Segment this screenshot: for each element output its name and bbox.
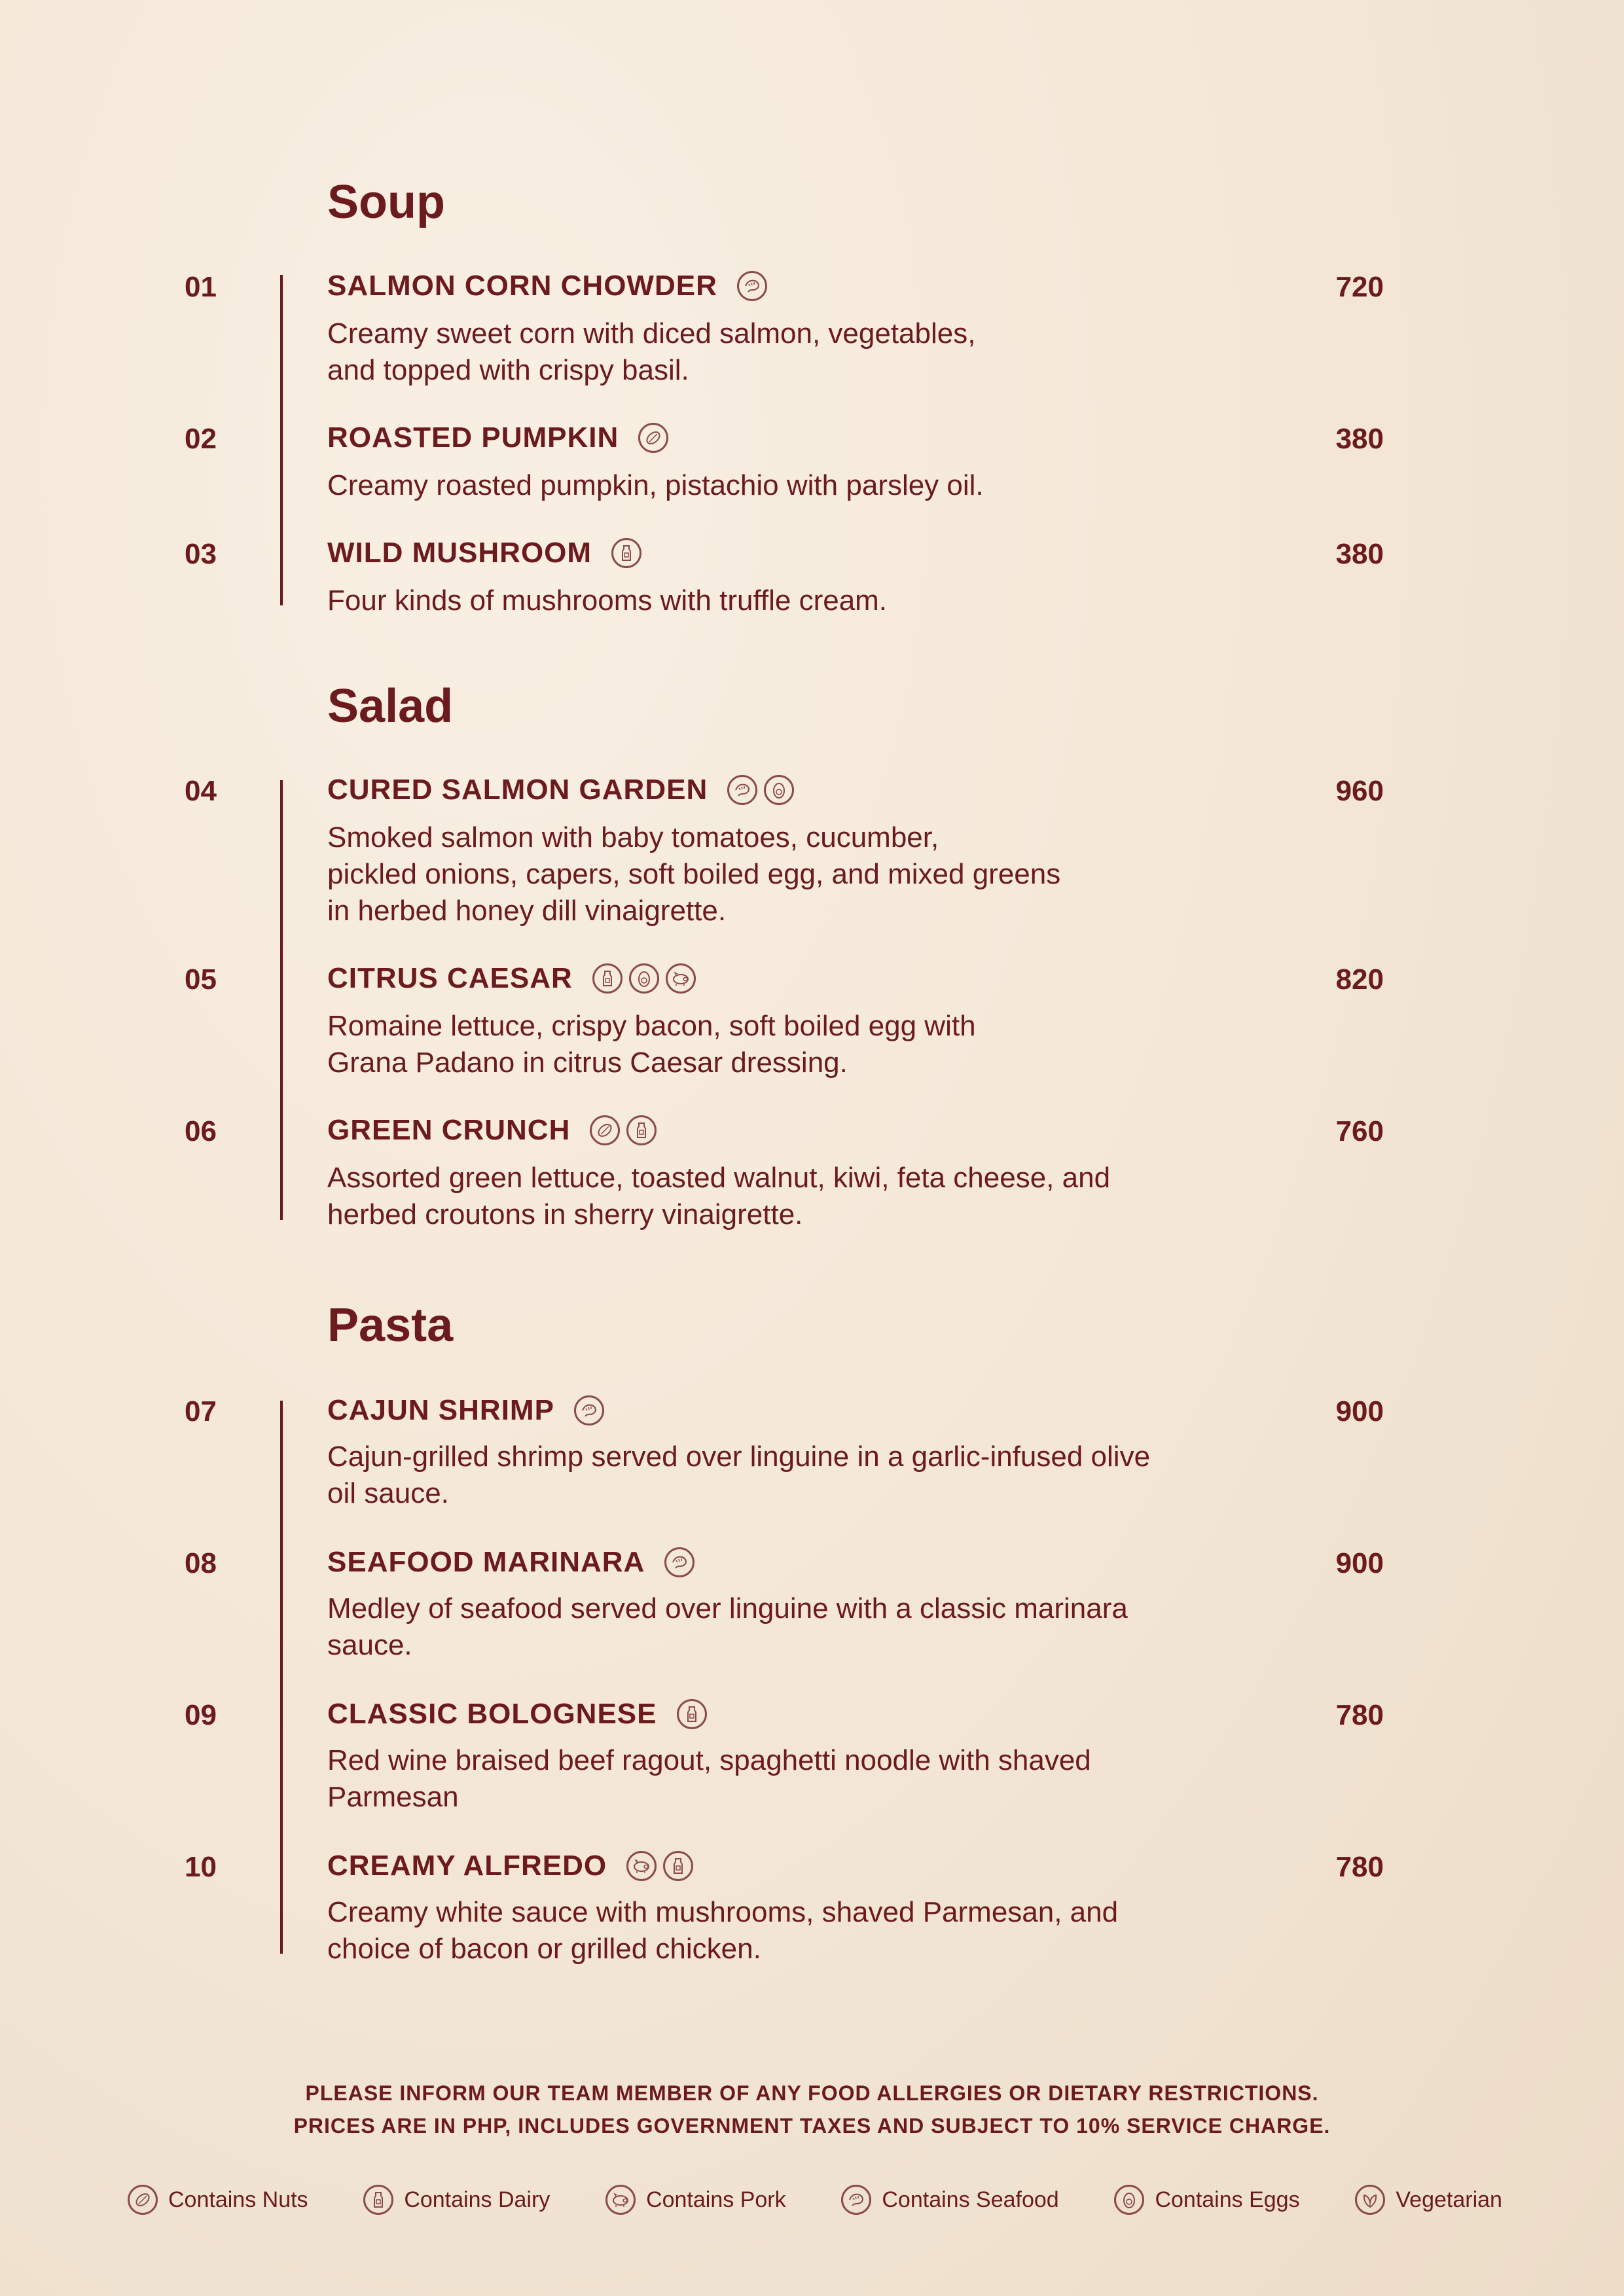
nuts-icon bbox=[638, 423, 668, 453]
item-number: 09 bbox=[185, 1699, 217, 1731]
allergen-icons bbox=[737, 271, 767, 301]
item-description: Creamy sweet corn with diced salmon, vegetables, and topped with crispy basil. bbox=[327, 317, 976, 386]
dairy-icon bbox=[677, 1699, 707, 1729]
seafood-icon bbox=[574, 1395, 604, 1426]
item-description: Smoked salmon with baby tomatoes, cucumber, pickled onions, capers, soft boiled egg, and mixed greens in herbed honey dill vinaigrette. bbox=[327, 821, 1061, 927]
item-price: 900 bbox=[1335, 1547, 1384, 1579]
allergen-icons bbox=[611, 538, 641, 568]
item-number: 05 bbox=[185, 963, 217, 996]
legend-item bbox=[605, 2185, 786, 2215]
item-number: 02 bbox=[185, 423, 217, 455]
legend-item bbox=[841, 2185, 1058, 2215]
item-description: Creamy white sauce with mushrooms, shaved Parmesan, and choice of bacon or grilled chicken. bbox=[327, 1896, 1119, 1965]
nuts-icon bbox=[128, 2185, 158, 2215]
nuts-icon bbox=[590, 1115, 620, 1145]
eggs-icon bbox=[629, 963, 659, 994]
item-description: Romaine lettuce, crispy bacon, soft boiled egg with Grana Padano in citrus Caesar dressing. bbox=[327, 1010, 976, 1079]
item-number: 07 bbox=[185, 1395, 217, 1427]
item-price: 760 bbox=[1335, 1115, 1384, 1147]
item-price: 960 bbox=[1335, 775, 1384, 807]
section-divider-line bbox=[280, 1401, 283, 1954]
eggs-icon bbox=[764, 775, 794, 805]
allergen-icons bbox=[638, 423, 668, 453]
legend-label: Vegetarian bbox=[1396, 2187, 1502, 2212]
allergen-icons bbox=[664, 1547, 695, 1577]
legend-label: Contains Dairy bbox=[404, 2187, 550, 2212]
eggs-icon bbox=[1114, 2185, 1144, 2215]
section-title-soup: Soup bbox=[327, 176, 445, 228]
seafood-icon bbox=[841, 2185, 871, 2215]
seafood-icon bbox=[664, 1547, 695, 1577]
allergen-icons bbox=[727, 775, 794, 805]
allergen-icons bbox=[677, 1699, 707, 1729]
item-description: Creamy roasted pumpkin, pistachio with parsley oil. bbox=[327, 469, 984, 501]
item-number: 10 bbox=[185, 1851, 217, 1883]
item-number: 04 bbox=[185, 775, 217, 807]
item-name: CLASSIC BOLOGNESE bbox=[327, 1698, 707, 1731]
dairy-icon bbox=[626, 1115, 657, 1145]
section-divider-line bbox=[280, 780, 283, 1220]
item-name: WILD MUSHROOM bbox=[327, 537, 641, 569]
item-number: 06 bbox=[185, 1115, 217, 1147]
item-name: CURED SALMON GARDEN bbox=[327, 774, 794, 806]
section-title-pasta: Pasta bbox=[327, 1299, 454, 1352]
item-name: SALMON CORN CHOWDER bbox=[327, 270, 767, 302]
legend-label: Contains Pork bbox=[646, 2187, 786, 2212]
seafood-icon bbox=[737, 271, 767, 301]
item-name: CAJUN SHRIMP bbox=[327, 1394, 604, 1427]
seafood-icon bbox=[727, 775, 757, 805]
legend-item bbox=[363, 2185, 550, 2215]
item-description: Medley of seafood served over linguine with a classic marinara sauce. bbox=[327, 1592, 1128, 1661]
dairy-icon bbox=[611, 538, 641, 568]
item-description: Red wine braised beef ragout, spaghetti noodle with shaved Parmesan bbox=[327, 1744, 1091, 1813]
item-price: 900 bbox=[1335, 1395, 1384, 1427]
allergen-icons bbox=[590, 1115, 657, 1145]
allergen-legend bbox=[128, 2185, 1502, 2215]
item-price: 380 bbox=[1335, 538, 1384, 570]
price-notice: PRICES ARE IN PHP, INCLUDES GOVERNMENT TAXES AND SUBJECT TO 10% SERVICE CHARGE. bbox=[293, 2114, 1331, 2138]
item-name: CITRUS CAESAR bbox=[327, 962, 696, 995]
dairy-icon bbox=[363, 2185, 393, 2215]
dairy-icon bbox=[592, 963, 623, 994]
pork-icon bbox=[626, 1851, 657, 1881]
legend-label: Contains Eggs bbox=[1155, 2187, 1300, 2212]
legend-label: Contains Seafood bbox=[882, 2187, 1059, 2212]
item-number: 03 bbox=[185, 538, 217, 570]
item-name: GREEN CRUNCH bbox=[327, 1114, 657, 1147]
allergen-icons bbox=[592, 963, 696, 994]
item-name: CREAMY ALFREDO bbox=[327, 1850, 693, 1882]
item-name: SEAFOOD MARINARA bbox=[327, 1546, 695, 1579]
allergen-icons bbox=[626, 1851, 693, 1881]
item-price: 720 bbox=[1335, 271, 1384, 303]
item-price: 820 bbox=[1335, 963, 1384, 996]
allergen-icons bbox=[574, 1395, 604, 1426]
item-description: Cajun-grilled shrimp served over linguine in a garlic-infused olive oil sauce. bbox=[327, 1441, 1151, 1509]
item-name: ROASTED PUMPKIN bbox=[327, 422, 668, 454]
legend-label: Contains Nuts bbox=[168, 2187, 308, 2212]
item-price: 780 bbox=[1335, 1699, 1384, 1731]
legend-item bbox=[128, 2185, 308, 2215]
item-number: 01 bbox=[185, 271, 217, 303]
section-title-salad: Salad bbox=[327, 680, 454, 732]
item-description: Four kinds of mushrooms with truffle cream. bbox=[327, 584, 888, 617]
pork-icon bbox=[666, 963, 696, 994]
vegetarian-icon bbox=[1355, 2185, 1385, 2215]
item-number: 08 bbox=[185, 1547, 217, 1579]
item-description: Assorted green lettuce, toasted walnut, kiwi, feta cheese, and herbed croutons in sherry vinaigrette. bbox=[327, 1162, 1111, 1230]
legend-item bbox=[1114, 2185, 1299, 2215]
item-price: 380 bbox=[1335, 423, 1384, 455]
legend-item bbox=[1355, 2185, 1502, 2215]
dairy-icon bbox=[663, 1851, 693, 1881]
pork-icon bbox=[605, 2185, 636, 2215]
allergy-notice: PLEASE INFORM OUR TEAM MEMBER OF ANY FOOD ALLERGIES OR DIETARY RESTRICTIONS. bbox=[305, 2081, 1319, 2105]
section-divider-line bbox=[280, 275, 283, 605]
item-price: 780 bbox=[1335, 1851, 1384, 1883]
